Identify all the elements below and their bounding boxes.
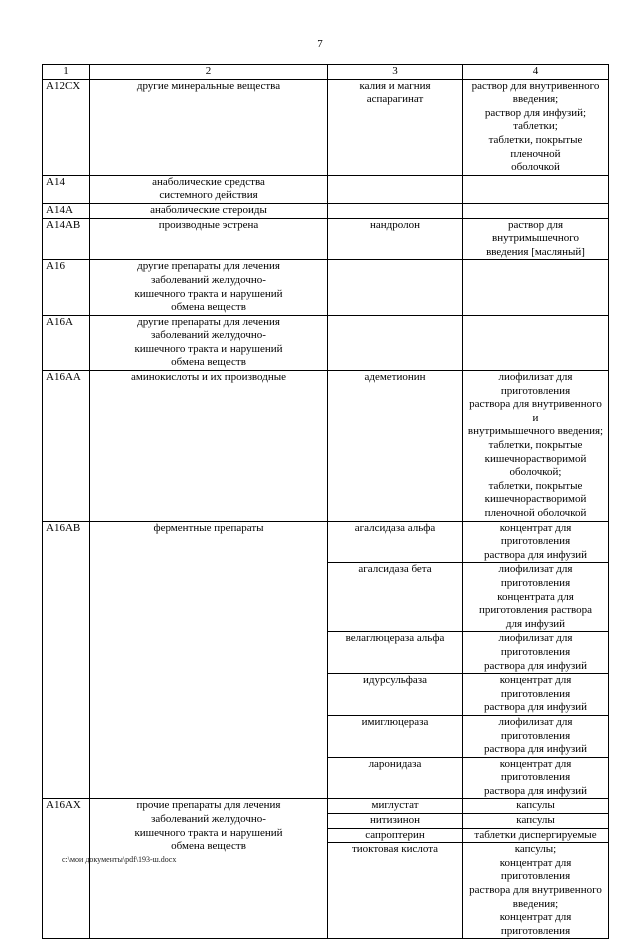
- page-number: 7: [317, 38, 323, 50]
- drug-name: [328, 203, 463, 218]
- atc-code: A14A: [43, 203, 90, 218]
- dosage-form: лиофилизат для приготовления раствора для инфузий: [463, 715, 609, 757]
- dosage-form: таблетки диспергируемые: [463, 828, 609, 843]
- dosage-form: капсулы: [463, 814, 609, 829]
- drug-name: нитизинон: [328, 814, 463, 829]
- atc-group-name: производные эстрена: [90, 218, 328, 260]
- atc-group-name: аминокислоты и их производные: [90, 371, 328, 522]
- dosage-form: [463, 175, 609, 203]
- dosage-form: лиофилизат для приготовления концентрата для приготовления раствора для инфузий: [463, 563, 609, 632]
- dosage-form: концентрат для приготовления раствора для инфузий: [463, 521, 609, 563]
- drug-name: агалсидаза бета: [328, 563, 463, 632]
- file-path-footer: c:\мои документы\pdf\193-ш.docx: [62, 855, 177, 864]
- drug-name: [328, 260, 463, 315]
- dosage-form: раствор для внутривенного введения; раствор для инфузий; таблетки; таблетки, покрытые пленочной оболочкой: [463, 79, 609, 175]
- dosage-form: [463, 203, 609, 218]
- drug-name: ларонидаза: [328, 757, 463, 799]
- table-row: [43, 79, 609, 175]
- column-number: 3: [328, 65, 463, 80]
- column-number: 4: [463, 65, 609, 80]
- dosage-form: [463, 315, 609, 370]
- atc-code: A12CX: [43, 79, 90, 175]
- table-row: [43, 799, 609, 814]
- table-row: [43, 371, 609, 522]
- drug-name: [328, 175, 463, 203]
- drug-name: миглустат: [328, 799, 463, 814]
- atc-group-name: ферментные препараты: [90, 521, 328, 799]
- atc-group-name: анаболические стероиды: [90, 203, 328, 218]
- column-number: 2: [90, 65, 328, 80]
- atc-group-name: другие препараты для лечения заболеваний желудочно- кишечного тракта и нарушений обмена веществ: [90, 315, 328, 370]
- drug-name: велаглюцераза альфа: [328, 632, 463, 674]
- medication-table: [42, 64, 609, 939]
- table-row: [43, 521, 609, 563]
- atc-code: A16AB: [43, 521, 90, 799]
- drug-name: сапроптерин: [328, 828, 463, 843]
- drug-name: калия и магния аспарагинат: [328, 79, 463, 175]
- atc-group-name: анаболические средства системного действия: [90, 175, 328, 203]
- drug-name: тиоктовая кислота: [328, 843, 463, 939]
- dosage-form: лиофилизат для приготовления раствора для внутривенного и внутримышечного введения; таблетки, покрытые кишечнорастворимой оболочкой; таблетки, покрытые кишечнорастворимой пленочной оболочкой: [463, 371, 609, 522]
- dosage-form: концентрат для приготовления раствора для инфузий: [463, 674, 609, 716]
- dosage-form: капсулы: [463, 799, 609, 814]
- drug-name: [328, 315, 463, 370]
- atc-code: A16AX: [43, 799, 90, 939]
- dosage-form: концентрат для приготовления раствора для инфузий: [463, 757, 609, 799]
- drug-name: адеметионин: [328, 371, 463, 522]
- table-row: [43, 218, 609, 260]
- dosage-form: лиофилизат для приготовления раствора для инфузий: [463, 632, 609, 674]
- atc-code: A16: [43, 260, 90, 315]
- column-number-row: [43, 65, 609, 80]
- atc-code: A16AA: [43, 371, 90, 522]
- atc-code: A14AB: [43, 218, 90, 260]
- table-row: [43, 203, 609, 218]
- table-row: [43, 175, 609, 203]
- column-number: 1: [43, 65, 90, 80]
- drug-name: агалсидаза альфа: [328, 521, 463, 563]
- table-row: [43, 260, 609, 315]
- atc-code: A14: [43, 175, 90, 203]
- atc-group-name: другие препараты для лечения заболеваний желудочно- кишечного тракта и нарушений обмена веществ: [90, 260, 328, 315]
- drug-name: идурсульфаза: [328, 674, 463, 716]
- atc-group-name: другие минеральные вещества: [90, 79, 328, 175]
- dosage-form: капсулы; концентрат для приготовления раствора для внутривенного введения; концентрат для приготовления: [463, 843, 609, 939]
- dosage-form: раствор для внутримышечного введения [масляный]: [463, 218, 609, 260]
- drug-name: нандролон: [328, 218, 463, 260]
- table-row: [43, 315, 609, 370]
- dosage-form: [463, 260, 609, 315]
- atc-code: A16A: [43, 315, 90, 370]
- atc-group-name: прочие препараты для лечения заболеваний желудочно- кишечного тракта и нарушений обмена веществ: [90, 799, 328, 939]
- drug-name: имиглюцераза: [328, 715, 463, 757]
